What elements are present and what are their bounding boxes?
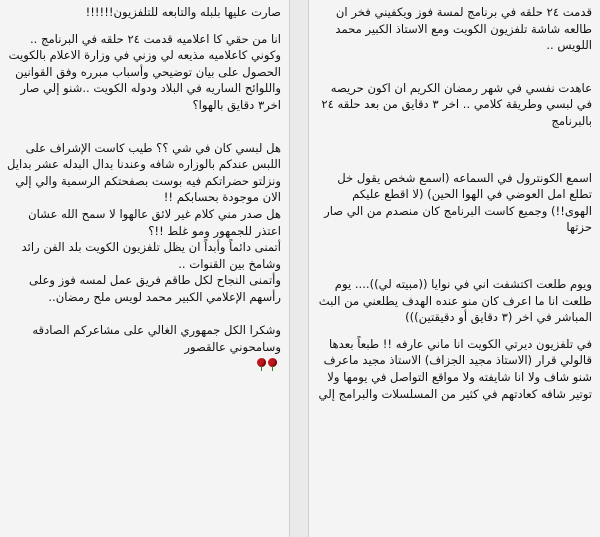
closing-line: [6, 306, 281, 372]
right-note-panel: [308, 0, 600, 537]
note-paragraph: قدمت ٢٤ حلقه في برنامج لمسة فوز ويكفيني فخر ان طالعه شاشة تلفزيون الكويت ومع الاستاذ الكبير محمد اللويس ..: [335, 5, 592, 53]
note-paragraph: في تلفزيون ديرتي الكويت انا ماني عارفه !! طبعاً بعدها قالولي قرار (الاستاذ مجيد الجزاف) الاستاذ مجيد ماعرف شنو شاف ولا انا شايفته ولا مواقع التواصل في يومها ولا توتير شافه كعادتهم في كثير من المسلسلات والبرامج إلي: [318, 336, 592, 401]
rose-icon: [255, 355, 277, 372]
left-note-panel: [0, 0, 290, 537]
note-paragraph: أتمنى دائماً وأبداً ان يظل تلفزيون الكويت بلد الفن رائد وشامخ بين القنوات ..: [21, 240, 281, 271]
note-paragraph: هل لبسي كان في شي ؟؟ طيب كاست الإشراف على اللبس عندكم بالوزاره شافه وعندنا بدال البدله عشر بدايل ونزلتو حضراتكم فيه بوست بصفحتكم الرسمية والي إلي الان موجودة بحسابكم !!: [7, 140, 281, 205]
note-paragraph: انا من حقي كا اعلاميه قدمت ٢٤ حلقه في البرنامج .. وكوني كاعلاميه مذيعه لي وزني في وزارة الاعلام بالكويت الحصول على بيان توضيحي وأسباب مبرره وفق القوانين واللوائح الساريه في البلاد ودوله الكويت ..شنو إلي صار اخر٣ دقايق بالهوا؟: [8, 31, 281, 112]
panel-divider: [290, 0, 308, 537]
note-paragraph: وأتمنى النجاح لكل طاقم فريق عمل لمسه فوز وعلى رأسهم الإعلامي الكبير محمد لويس ملح رمضان..: [28, 273, 281, 304]
note-paragraph: هل صدر مني كلام غير لائق عالهوا لا سمح الله عشان اعتذر للجمهور ومو غلط !!؟: [28, 206, 281, 238]
note-paragraph: عاهدت نفسي في شهر رمضان الكريم ان اكون حريصه في لبسي وطريقة كلامي .. اخر ٣ دقايق من بعد حلقه ٢٤ بالبرنامج: [321, 80, 592, 128]
note-paragraph: وشكرا الكل جمهوري الغالي على مشاعركم الصادقه وسامحوني عالقصور: [32, 323, 281, 354]
note-paragraph: اسمع الكونترول في السماعه (اسمع شخص يقول خل تطلع امل العوضي في الهوا الحين) (لا اقطع عليكم الهوى!!) وجميع كاست البرنامج كان منصدم من الي صار حزتها: [324, 170, 592, 235]
note-paragraph: ويوم طلعت اكتشفت اني في نوايا ((مبيته لي)).... يوم طلعت انا ما اعرف كان منو عنده الهدف يطلعني من البث المباشر في اخر (٣ دقايق أو دقيقتين))): [318, 276, 592, 325]
note-paragraph: صارت عليها بلبله والتابعه للتلفزيون!!!!!!: [85, 5, 281, 19]
